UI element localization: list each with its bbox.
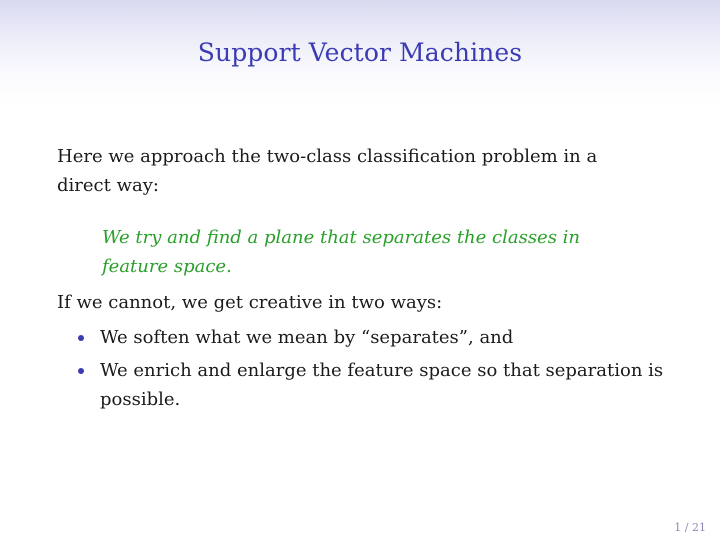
intro-paragraph: Here we approach the two-class classification problem in a direct way: (57, 146, 598, 196)
bullet-dot-icon (78, 335, 84, 341)
page-number: 1 / 21 (674, 521, 706, 534)
bullet-text: We soften what we mean by “separates”, and (100, 327, 514, 348)
bullet-dot-icon (78, 368, 84, 374)
bullet-item (78, 323, 678, 352)
bullet-item (78, 356, 678, 414)
lead-paragraph: If we cannot, we get creative in two ways: (57, 292, 443, 313)
bullet-list (78, 323, 678, 418)
bullet-text: We enrich and enlarge the feature space so that separation is possible. (100, 360, 664, 410)
slide-title: Support Vector Machines (197, 38, 523, 67)
emphasis-statement: We try and find a plane that separates the classes in feature space. (102, 227, 581, 277)
